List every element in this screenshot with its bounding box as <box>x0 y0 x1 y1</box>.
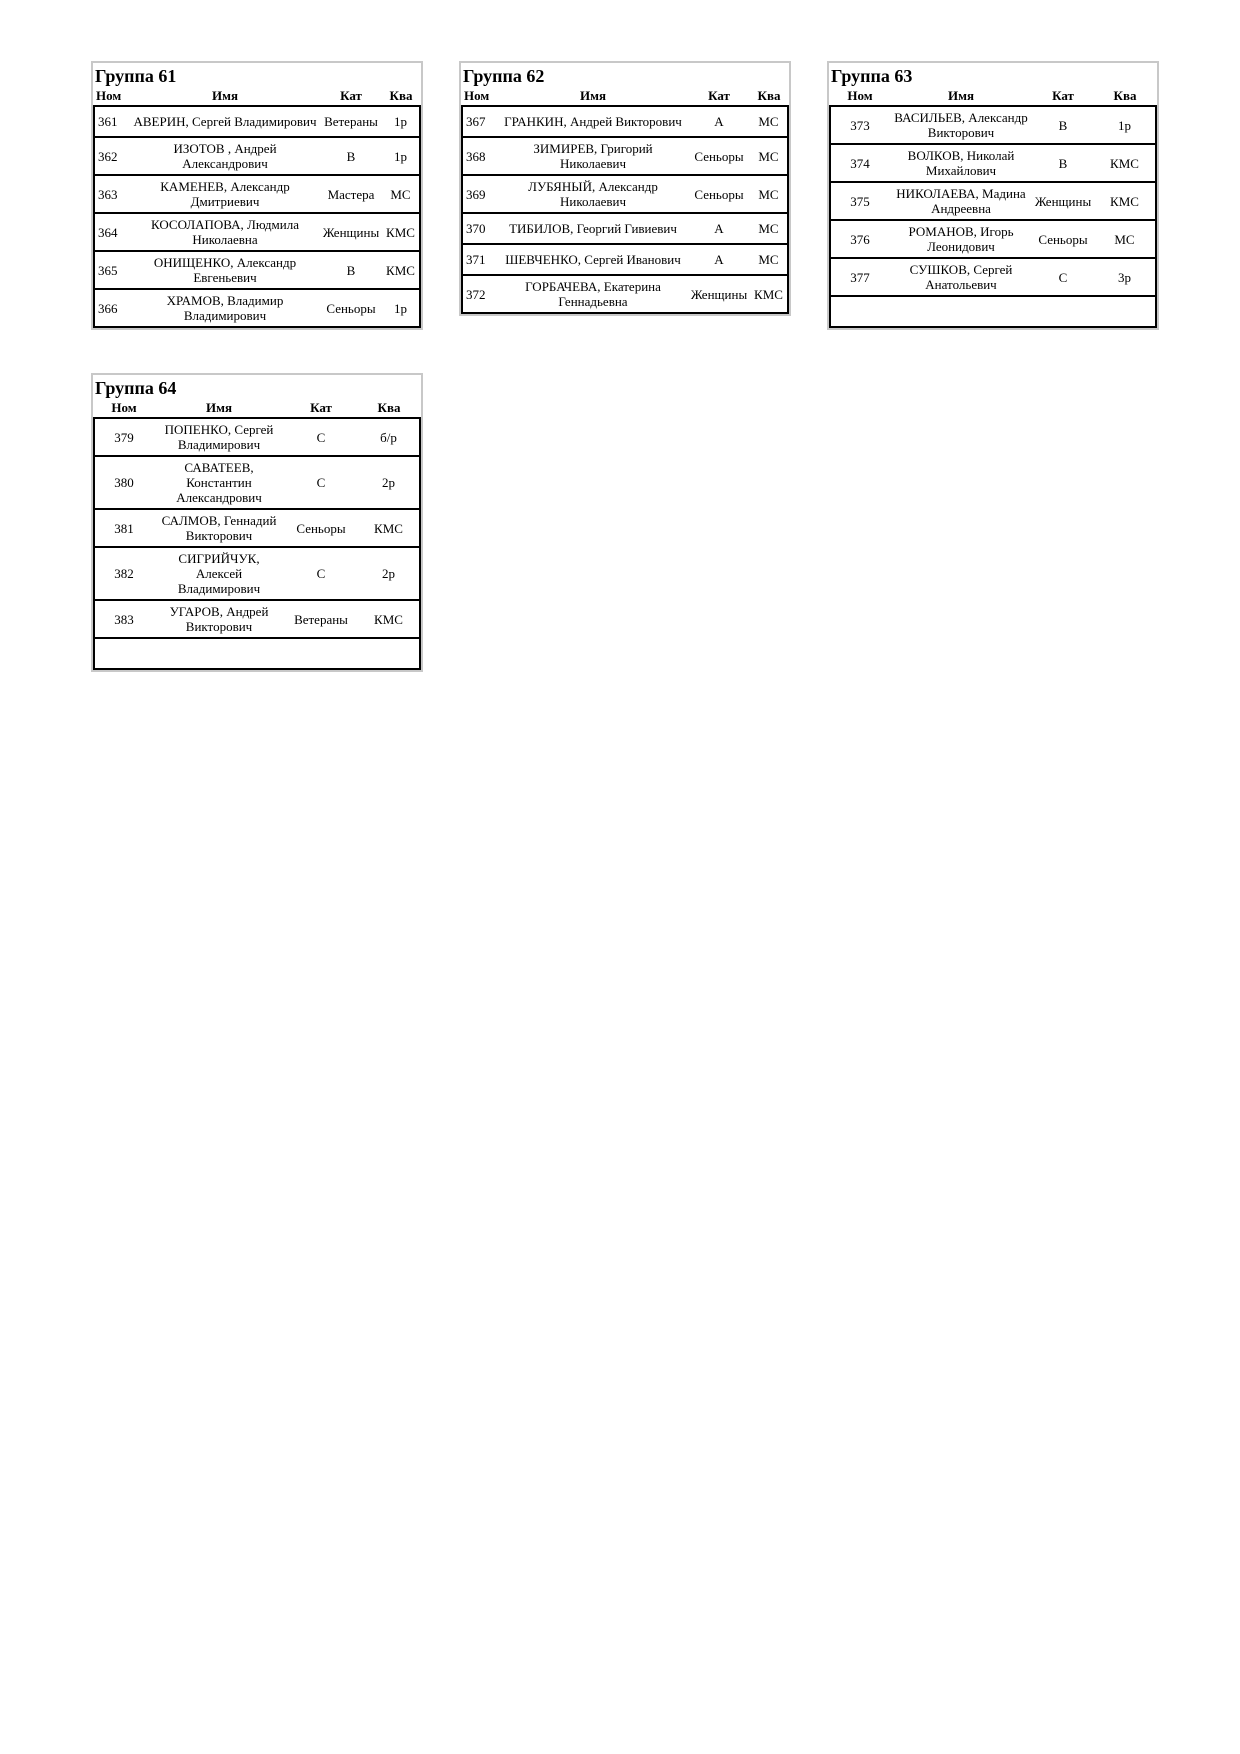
cell-name: ПОПЕНКО, Сергей Владимирович <box>164 422 274 452</box>
cell-category: А <box>714 114 724 129</box>
table-row <box>94 509 420 547</box>
cell-category: Сеньоры <box>688 137 750 175</box>
cell-qualification: МС <box>758 114 779 129</box>
cell-name: ОНИЩЕНКО, Александр Евгеньевич <box>130 251 320 289</box>
cell-name: НИКОЛАЕВА, Мадина Андреевна <box>890 182 1032 220</box>
cell-name: ЗИМИРЕВ, Григорий Николаевич <box>498 137 688 175</box>
group-table <box>829 87 1157 328</box>
table-row <box>94 547 420 600</box>
table-row <box>94 106 420 137</box>
cell-number: 365 <box>94 251 130 289</box>
cell-name: ШЕВЧЕНКО, Сергей Иванович <box>498 244 688 275</box>
header-row <box>94 399 420 418</box>
cell-qualification: КМС <box>1094 144 1156 182</box>
cell-qualification: 2р <box>358 547 420 600</box>
cell-number: 362 <box>94 137 130 175</box>
empty-cell <box>154 638 284 669</box>
cell-category: Сеньоры <box>688 175 750 213</box>
group-card <box>91 373 423 672</box>
cell-qualification: б/р <box>380 429 397 445</box>
cell-category: Ветераны <box>284 600 358 638</box>
cell-number: 367 <box>466 114 486 129</box>
cell-number: 366 <box>94 289 130 327</box>
cell-name: ХРАМОВ, Владимир Владимирович <box>130 289 320 327</box>
cell-name: РОМАНОВ, Игорь Леонидович <box>890 220 1032 258</box>
cell-number: 380 <box>94 456 154 509</box>
header-row <box>462 87 788 106</box>
header-row <box>830 87 1156 106</box>
group-card <box>459 61 791 316</box>
cell-number: 373 <box>850 117 870 133</box>
empty-cell <box>830 296 890 327</box>
table-row <box>830 220 1156 258</box>
cell-name: САВАТЕЕВ, Константин Александрович <box>154 456 284 509</box>
cell-name: САЛМОВ, Геннадий Викторович <box>154 509 284 547</box>
column-header-number: Ном <box>94 87 130 106</box>
cell-number: 376 <box>830 220 890 258</box>
cell-qualification: МС <box>382 175 420 213</box>
cell-qualification: КМС <box>1094 182 1156 220</box>
empty-cell <box>94 638 154 669</box>
cell-qualification: МС <box>750 244 788 275</box>
group-title: Группа 63 <box>831 66 913 86</box>
table-row <box>462 213 788 244</box>
empty-cell <box>890 296 1032 327</box>
header-row <box>94 87 420 106</box>
cell-name: КОСОЛАПОВА, Людмила Николаевна <box>130 213 320 251</box>
group-title: Группа 61 <box>95 66 177 86</box>
cell-qualification: 3р <box>1094 258 1156 296</box>
empty-cell <box>358 638 420 669</box>
cell-category: В <box>1058 117 1068 133</box>
table-row <box>462 175 788 213</box>
cell-name: УГАРОВ, Андрей Викторович <box>154 600 284 638</box>
cell-name: АВЕРИН, Сергей Владимирович <box>133 114 317 129</box>
cell-category: Ветераны <box>324 114 378 129</box>
cell-category: В <box>320 137 382 175</box>
cell-category: Сеньоры <box>320 289 382 327</box>
table-row <box>462 244 788 275</box>
table-row <box>94 600 420 638</box>
cell-qualification: 1р <box>1118 117 1131 133</box>
cell-category: Женщины <box>688 275 750 313</box>
cell-number: 370 <box>462 213 498 244</box>
group-table <box>461 87 789 314</box>
column-header-name: Имя <box>890 87 1032 106</box>
table-row <box>94 456 420 509</box>
table-row <box>94 251 420 289</box>
table-row <box>830 258 1156 296</box>
cell-category: Женщины <box>1032 182 1094 220</box>
cell-name: ИЗОТОВ , Андрей Александрович <box>130 137 320 175</box>
cell-name: ТИБИЛОВ, Георгий Гивиевич <box>498 213 688 244</box>
table-row <box>830 182 1156 220</box>
cell-category: Мастера <box>320 175 382 213</box>
cell-qualification: КМС <box>382 213 420 251</box>
column-header-qualification: Ква <box>358 399 420 418</box>
table-row <box>94 289 420 327</box>
cell-number: 363 <box>94 175 130 213</box>
cell-category: С <box>284 456 358 509</box>
column-header-number: Ном <box>462 87 498 106</box>
cell-name: СИГРИЙЧУК, Алексей Владимирович <box>154 547 284 600</box>
cell-name: КАМЕНЕВ, Александр Дмитриевич <box>130 175 320 213</box>
cell-number: 381 <box>94 509 154 547</box>
table-row <box>94 137 420 175</box>
cell-name: ВОЛКОВ, Николай Михайлович <box>890 144 1032 182</box>
column-header-category: Кат <box>688 87 750 106</box>
column-header-qualification: Ква <box>382 87 420 106</box>
group-card <box>827 61 1159 330</box>
table-row <box>830 144 1156 182</box>
empty-cell <box>284 638 358 669</box>
cell-number: 371 <box>462 244 498 275</box>
group-table <box>93 399 421 670</box>
table-row <box>94 175 420 213</box>
cell-name: ЛУБЯНЫЙ, Александр Николаевич <box>498 175 688 213</box>
group-card <box>91 61 423 330</box>
table-row <box>462 275 788 313</box>
column-header-qualification: Ква <box>750 87 788 106</box>
column-header-qualification: Ква <box>1094 87 1156 106</box>
column-header-category: Кат <box>320 87 382 106</box>
cell-category: А <box>688 244 750 275</box>
cell-name: ГРАНКИН, Андрей Викторович <box>504 114 682 129</box>
cell-qualification: МС <box>750 213 788 244</box>
cell-category: В <box>320 251 382 289</box>
group-title: Группа 64 <box>95 378 177 398</box>
table-row <box>830 106 1156 144</box>
empty-row <box>830 296 1156 327</box>
cell-category: В <box>1032 144 1094 182</box>
cell-category: С <box>284 547 358 600</box>
cell-name: СУШКОВ, Сергей Анатольевич <box>890 258 1032 296</box>
column-header-category: Кат <box>1032 87 1094 106</box>
empty-cell <box>1094 296 1156 327</box>
cell-number: 361 <box>98 114 118 129</box>
cell-qualification: 1р <box>382 289 420 327</box>
group-table <box>93 87 421 328</box>
cell-qualification: КМС <box>382 251 420 289</box>
table-row <box>462 106 788 137</box>
column-header-name: Имя <box>154 399 284 418</box>
column-header-category: Кат <box>284 399 358 418</box>
cell-qualification: КМС <box>750 275 788 313</box>
cell-qualification: 1р <box>394 114 407 129</box>
empty-row <box>94 638 420 669</box>
column-header-number: Ном <box>830 87 890 106</box>
cell-number: 383 <box>94 600 154 638</box>
cell-number: 382 <box>94 547 154 600</box>
cell-qualification: КМС <box>358 600 420 638</box>
cell-category: Сеньоры <box>1032 220 1094 258</box>
cell-qualification: 2р <box>358 456 420 509</box>
cell-category: С <box>1032 258 1094 296</box>
cell-number: 364 <box>94 213 130 251</box>
column-header-name: Имя <box>498 87 688 106</box>
cell-qualification: МС <box>750 137 788 175</box>
cell-number: 377 <box>830 258 890 296</box>
cell-number: 374 <box>830 144 890 182</box>
cell-category: С <box>316 429 326 445</box>
cell-qualification: МС <box>1094 220 1156 258</box>
cell-number: 379 <box>114 429 134 445</box>
cell-category: А <box>688 213 750 244</box>
cell-number: 368 <box>462 137 498 175</box>
table-row <box>94 418 420 456</box>
table-row <box>94 213 420 251</box>
column-header-number: Ном <box>94 399 154 418</box>
cell-name: ВАСИЛЬЕВ, Александр Викторович <box>894 110 1028 140</box>
group-title: Группа 62 <box>463 66 545 86</box>
table-row <box>462 137 788 175</box>
column-header-name: Имя <box>130 87 320 106</box>
cell-qualification: 1р <box>382 137 420 175</box>
cell-qualification: КМС <box>358 509 420 547</box>
empty-cell <box>1032 296 1094 327</box>
cell-number: 375 <box>830 182 890 220</box>
cell-number: 372 <box>462 275 498 313</box>
cell-category: Сеньоры <box>284 509 358 547</box>
cell-name: ГОРБАЧЕВА, Екатерина Геннадьевна <box>498 275 688 313</box>
cell-qualification: МС <box>750 175 788 213</box>
cell-number: 369 <box>462 175 498 213</box>
cell-category: Женщины <box>320 213 382 251</box>
